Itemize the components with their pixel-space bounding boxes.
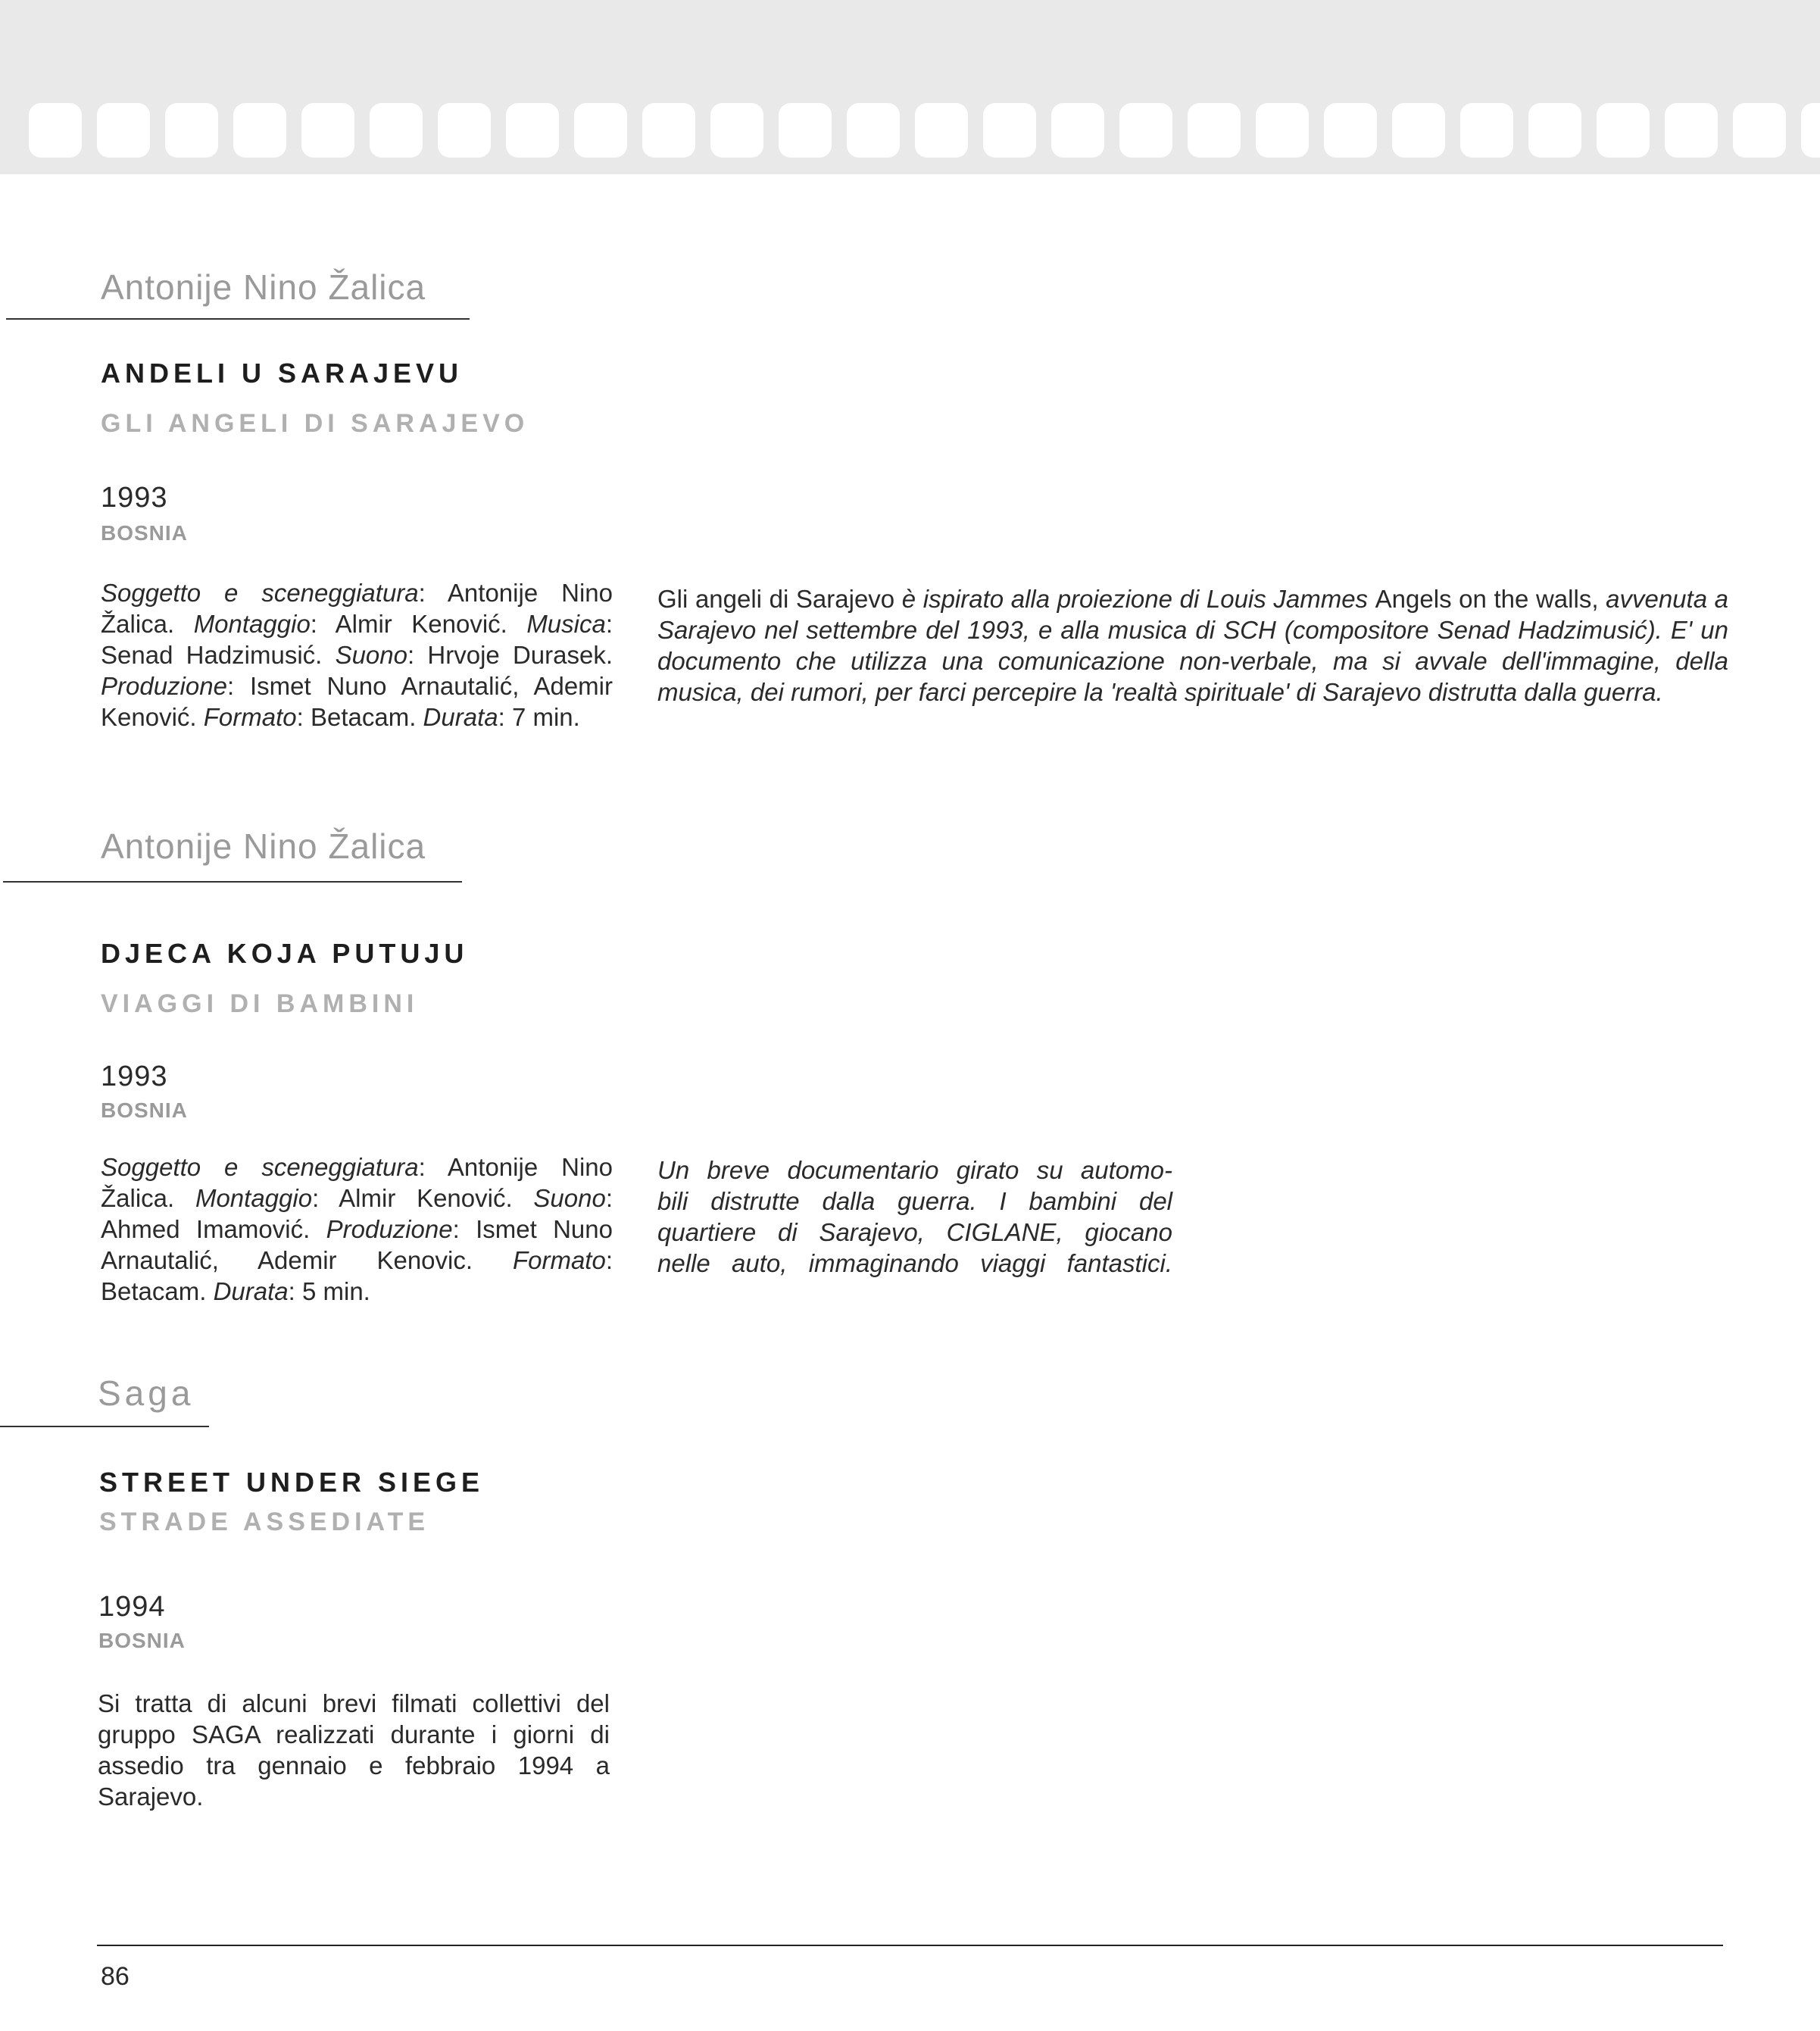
perforation-hole (1733, 103, 1786, 158)
perforation-hole (574, 103, 627, 158)
perforation-hole (1051, 103, 1104, 158)
director-underline (6, 318, 470, 320)
perforation-hole (1392, 103, 1445, 158)
footer-rule (97, 1945, 1723, 1946)
perforation-hole (915, 103, 968, 158)
perforation-hole (1801, 103, 1820, 158)
summary: Si tratta di alcuni brevi filmati collettivi del gruppo SAGA realizzati durante i giorni di assedio tra gennaio e febbraio 1994 a Sarajevo. (98, 1689, 610, 1811)
country: BOSNIA (98, 1629, 186, 1652)
perforation-hole (1528, 103, 1581, 158)
director-name: Saga (98, 1373, 195, 1413)
perforation-hole (1665, 103, 1718, 158)
italian-title: VIAGGI DI BAMBINI (101, 989, 419, 1018)
perforation-hole (29, 103, 82, 158)
description: Gli angeli di Sarajevo è ispirato alla proiezione di Louis Jammes Angels on the walls, avvenuta a Sarajevo nel settembre del 1993, e alla musica di SCH (compositore Senad Hadzimusić). E' un documento che utilizza una comunicazione non-verbale, ma si avvale dell'immagine, della musica, dei rumori, per farci percepire la 'realtà spirituale' di Sarajevo distrutta dalla guerra. (657, 585, 1729, 706)
perforation-hole (642, 103, 695, 158)
credits: Soggetto e sceneggiatura: Antonije Nino Žalica. Montaggio: Almir Kenović. Musica: Senad Hadzimusić. Suono: Hrvoje Durasek. Produzione: Ismet Nuno Arnautalić, Ademir Kenović. Formato: Betacam. Durata: 7 min. (101, 579, 613, 731)
perforation-hole (438, 103, 491, 158)
perforation-hole (233, 103, 286, 158)
perforation-hole (1188, 103, 1241, 158)
original-title: ANDELI U SARAJEVU (101, 358, 464, 389)
original-title: DJECA KOJA PUTUJU (101, 938, 469, 969)
italian-title: GLI ANGELI DI SARAJEVO (101, 409, 529, 438)
director-name: Antonije Nino Žalica (101, 267, 426, 307)
perforation-hole (1256, 103, 1309, 158)
release-year: 1993 (101, 1061, 168, 1092)
release-year: 1993 (101, 482, 168, 514)
director-underline (3, 881, 462, 883)
perforation-hole (710, 103, 763, 158)
credits: Soggetto e sceneggiatura: Antonije Nino Žalica. Montaggio: Almir Kenović. Suono: Ahmed Imamović. Produzione: Ismet Nuno Arnautalić, Ademir Kenovic. Formato: Betacam. Durata: 5 min. (101, 1153, 613, 1305)
country: BOSNIA (101, 521, 188, 545)
perforation-hole (847, 103, 900, 158)
original-title: STREET UNDER SIEGE (99, 1467, 485, 1498)
perforation-hole (370, 103, 423, 158)
perforation-hole (506, 103, 559, 158)
page-number: 86 (101, 1962, 130, 1991)
perforation-hole (301, 103, 354, 158)
perforation-hole (983, 103, 1036, 158)
perforation-hole (1324, 103, 1377, 158)
perforation-hole (97, 103, 150, 158)
perforation-hole (165, 103, 218, 158)
italian-title: STRADE ASSEDIATE (99, 1508, 430, 1536)
perforation-hole (1119, 103, 1172, 158)
country: BOSNIA (101, 1098, 188, 1122)
perforation-hole (779, 103, 832, 158)
perforation-hole (1597, 103, 1650, 158)
filmstrip-header (0, 0, 1820, 174)
perforation-hole (1460, 103, 1513, 158)
release-year: 1994 (98, 1591, 166, 1623)
director-name: Antonije Nino Žalica (101, 826, 426, 866)
description: Un breve documentario girato su automo- bili distrutte dalla guerra. I bambini del quartiere di Sarajevo, CIGLANE, giocano nelle auto, immaginando viaggi fantastici. (657, 1156, 1172, 1277)
director-underline (0, 1426, 209, 1427)
